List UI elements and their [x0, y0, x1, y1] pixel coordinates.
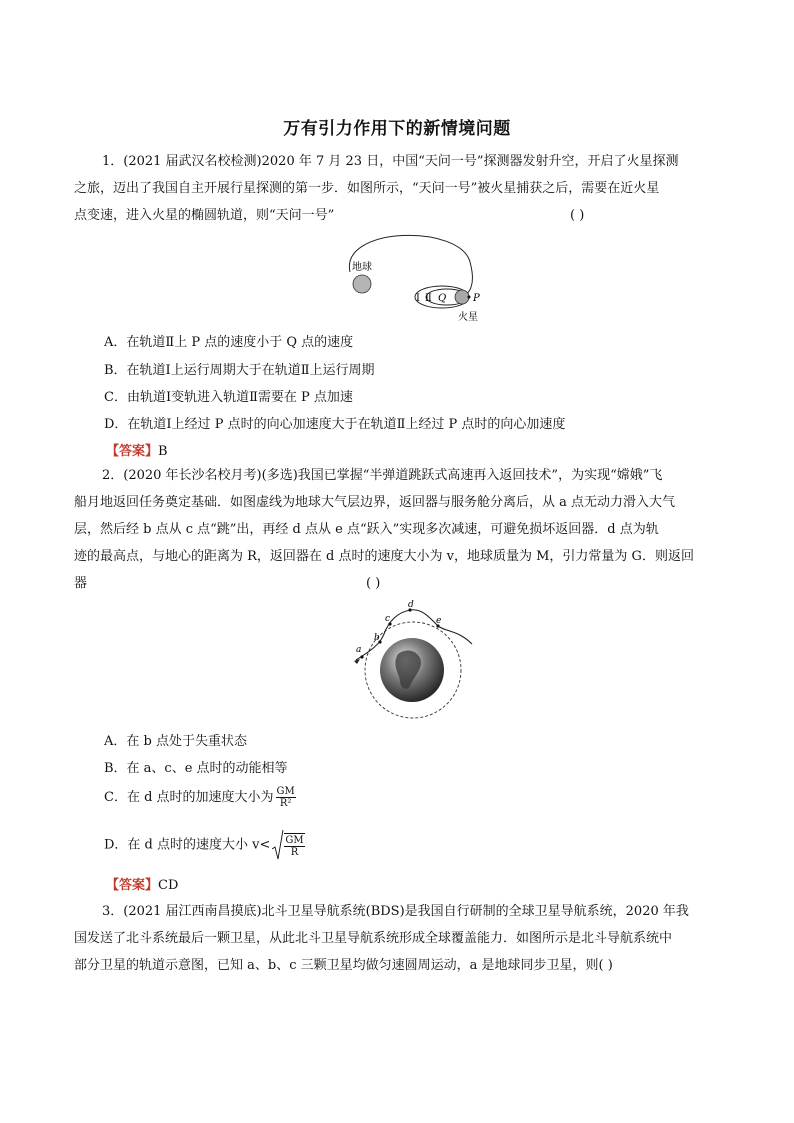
point-p-dot [468, 296, 471, 299]
question-1-line: 之旅，迈出了我国自主开展行星探测的第一步．如图所示，“天问一号”被火星捕获之后，需要在近火星 [74, 181, 660, 196]
fraction-denominator: R² [279, 798, 292, 809]
q1-option-d: D．在轨道Ⅰ上经过 P 点时的向心加速度大于在轨道Ⅱ上经过 P 点时的向心加速度 [104, 417, 566, 432]
q2-answer [106, 874, 178, 893]
fraction-numerator: GM [285, 834, 304, 846]
question-3-line: 部分卫星的轨道示意图，已知 a、b、c 三颗卫星均做匀速圆周运动，a 是地球同步卫星，则( ) [74, 958, 613, 973]
q1-answer [106, 440, 168, 459]
orbit-II-label: Ⅱ [425, 293, 432, 304]
orbit-figure [330, 232, 500, 328]
label-c: c [385, 614, 391, 624]
fraction-numerator: GM [276, 786, 295, 797]
answer-value: B [158, 444, 168, 459]
q2-option-a: A．在 b 点处于失重状态 [104, 734, 247, 749]
fraction-gm-over-r [284, 833, 304, 858]
q1-option-b: B．在轨道Ⅰ上运行周期大于在轨道Ⅱ上运行周期 [104, 363, 375, 378]
fraction-denominator: R [290, 846, 299, 858]
answer-tag: 【答案】 [106, 444, 159, 459]
question-2-line [74, 570, 722, 597]
question-1-line-text: 点变速，进入火星的椭圆轨道，则“天问一号” [74, 208, 335, 223]
question-3-line: 国发送了北斗系统最后一颗卫星，从此北斗卫星导航系统形成全球覆盖能力．如图所示是北斗导航系统中 [74, 931, 673, 946]
label-e: e [436, 616, 442, 626]
question-1-stem [74, 148, 722, 229]
question-2-line: 迹的最高点，与地心的距离为 R，返回器在 d 点时的速度大小为 v，地球质量为 M，引力常量为 G．则返回 [74, 549, 694, 564]
earth-label: 地球 [352, 262, 372, 273]
q2-option-d [104, 829, 305, 861]
question-2-stem [74, 462, 722, 597]
orbit-I-label: Ⅰ [416, 293, 420, 304]
point-q-label: Q [438, 293, 447, 304]
mars-ball [455, 290, 469, 304]
answer-tag: 【答案】 [106, 878, 159, 893]
question-1-line [74, 202, 722, 229]
square-root-expression [272, 829, 304, 861]
fraction-gm-over-r2 [276, 786, 296, 809]
answer-value: CD [158, 878, 179, 893]
answer-blank: ( ) [570, 208, 585, 223]
option-c-text: C．在 d 点时的加速度大小为 [104, 790, 274, 805]
question-3-stem [74, 898, 722, 979]
reentry-figure [350, 598, 480, 722]
radical-sign [272, 829, 284, 861]
question-3-line: 3．(2021 届江西南昌摸底)北斗卫星导航系统(BDS)是我国自行研制的全球卫星导航系统，2020 年我 [102, 904, 689, 919]
point-a-dot [360, 655, 363, 658]
label-a: a [356, 645, 362, 655]
q2-option-b: B．在 a、c、e 点时的动能相等 [104, 761, 288, 776]
point-p-label: P [473, 293, 480, 304]
q2-option-c [104, 786, 296, 809]
label-d: d [408, 600, 414, 610]
option-d-text: D．在 d 点时的速度大小 v< [104, 837, 271, 853]
question-2-line: 层，然后经 b 点从 c 点“跳”出，再经 d 点从 e 点“跃入”实现多次减速，可避免损坏返回器．d 点为轨 [74, 522, 659, 537]
answer-blank: ( ) [366, 576, 381, 591]
q1-option-c: C．由轨道Ⅰ变轨进入轨道Ⅱ需要在 P 点加速 [104, 390, 353, 405]
question-1-line: 1．(2021 届武汉名校检测)2020 年 7 月 23 日，中国“天问一号”探测器发射升空，开启了火星探测 [102, 154, 679, 169]
question-2-line-text: 器 [74, 576, 88, 591]
earth-ball [353, 275, 371, 293]
page-title: 万有引力作用下的新情境问题 [283, 119, 511, 139]
question-2-line: 船月地返回任务奠定基础．如图虚线为地球大气层边界，返回器与服务舱分离后，从 a 点无动力滑入大气 [74, 495, 676, 510]
mars-label: 火星 [458, 312, 478, 323]
label-b: b [374, 633, 380, 643]
question-2-line: 2．(2020 年长沙名校月考)(多选)我国已掌握“半弹道跳跃式高速再入返回技术”，为实现“嫦娥”飞 [102, 468, 663, 483]
q1-option-a: A．在轨道Ⅱ上 P 点的速度小于 Q 点的速度 [104, 335, 354, 350]
